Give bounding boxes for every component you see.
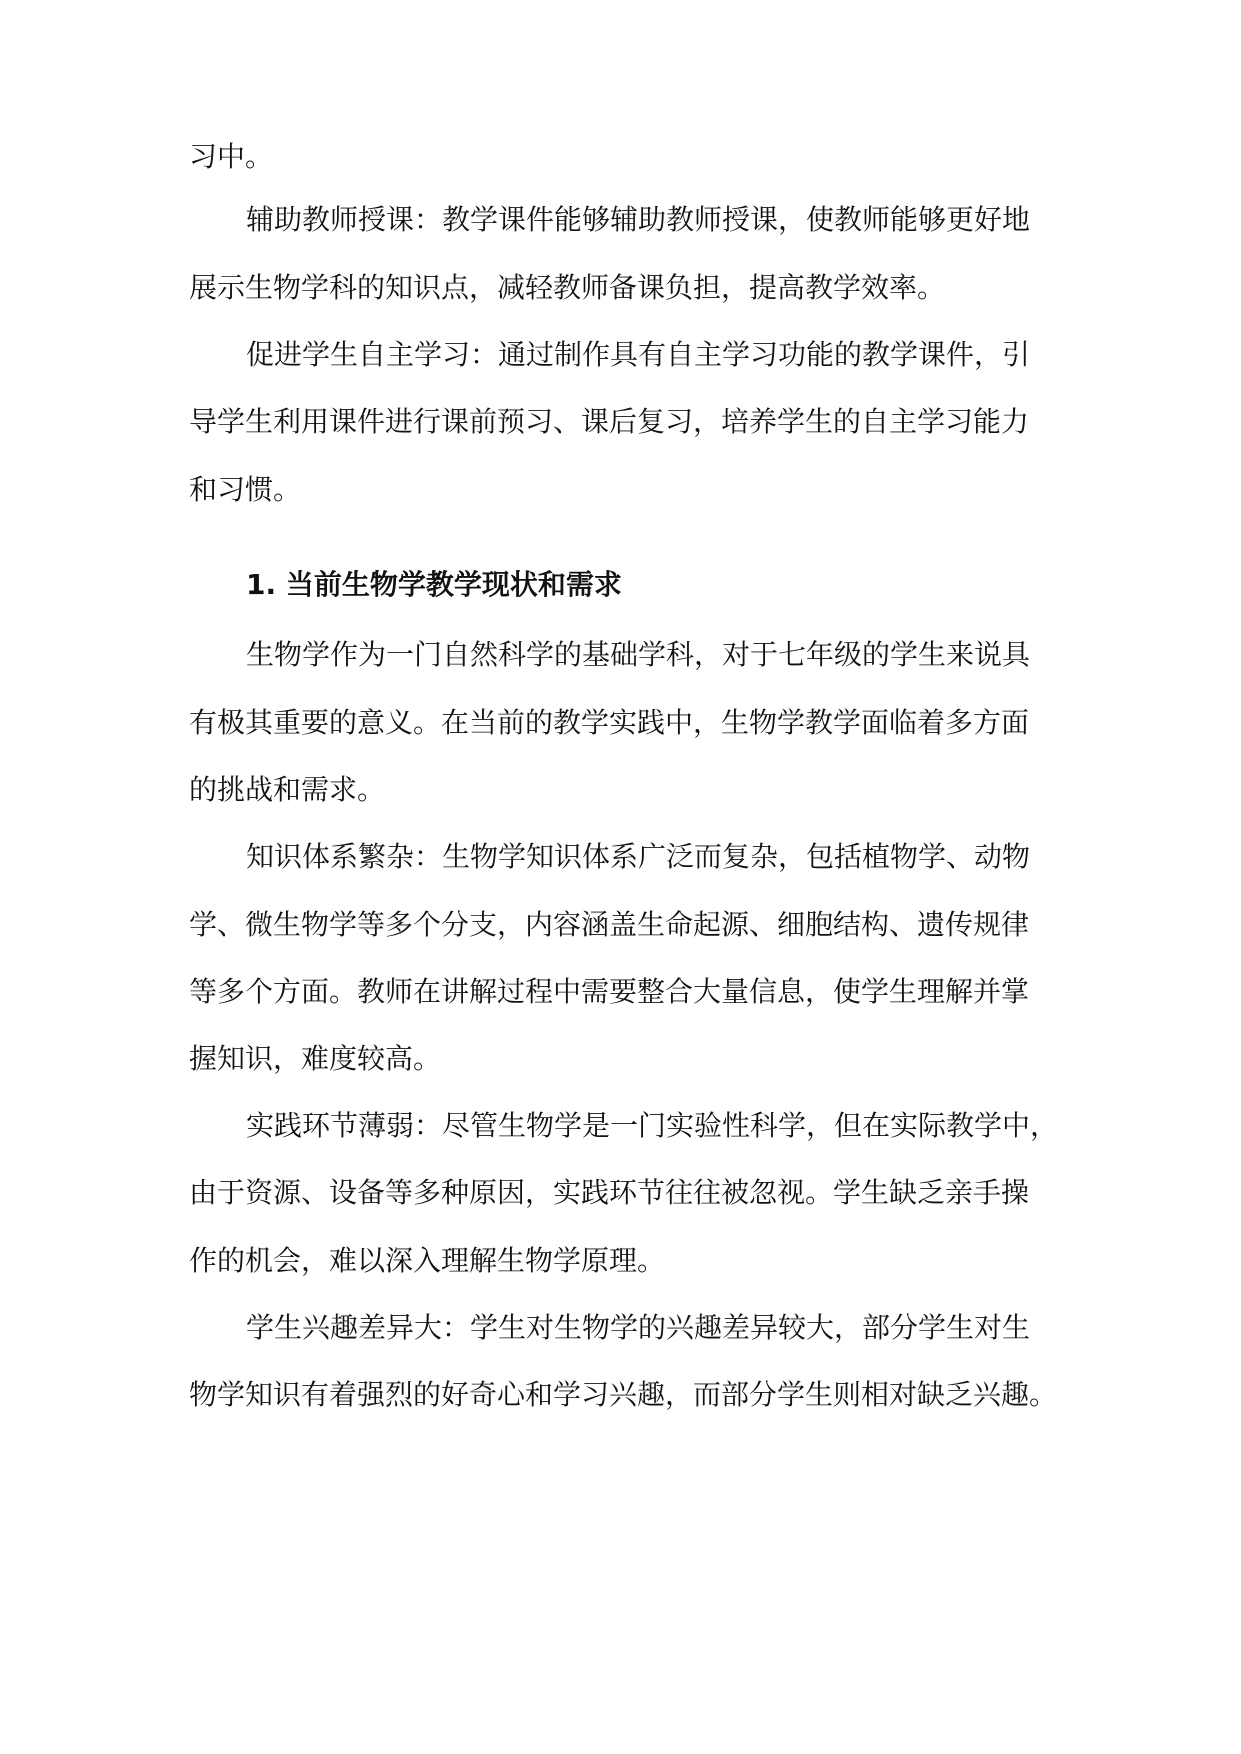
paragraph-line: 展示生物学科的知识点，减轻教师备课负担，提高教学效率。	[189, 271, 946, 304]
section-heading: 1. 当前生物学教学现状和需求	[246, 568, 622, 601]
paragraph-line: 辅助教师授课：教学课件能够辅助教师授课，使教师能够更好地	[246, 203, 1031, 236]
paragraph-line: 有极其重要的意义。在当前的教学实践中，生物学教学面临着多方面	[189, 706, 1030, 739]
paragraph-line: 的挑战和需求。	[189, 773, 386, 806]
paragraph-line: 和习惯。	[189, 473, 302, 506]
paragraph-line: 促进学生自主学习：通过制作具有自主学习功能的教学课件，引	[246, 338, 1031, 371]
paragraph-line: 学生兴趣差异大：学生对生物学的兴趣差异较大，部分学生对生	[246, 1311, 1031, 1344]
paragraph-line: 实践环节薄弱：尽管生物学是一门实验性科学，但在实际教学中，	[246, 1109, 1059, 1142]
paragraph-line: 知识体系繁杂：生物学知识体系广泛而复杂，包括植物学、动物	[246, 840, 1031, 873]
paragraph-line: 由于资源、设备等多种原因，实践环节往往被忽视。学生缺乏亲手操	[189, 1176, 1030, 1209]
paragraph-line: 习中。	[189, 140, 274, 173]
paragraph-line: 握知识，难度较高。	[189, 1042, 442, 1075]
paragraph-line: 导学生利用课件进行课前预习、课后复习，培养学生的自主学习能力	[189, 405, 1030, 438]
paragraph-line: 学、微生物学等多个分支，内容涵盖生命起源、细胞结构、遗传规律	[189, 908, 1030, 941]
paragraph-line: 作的机会，难以深入理解生物学原理。	[189, 1244, 666, 1277]
paragraph-line: 等多个方面。教师在讲解过程中需要整合大量信息，使学生理解并掌	[189, 975, 1030, 1008]
paragraph-line: 物学知识有着强烈的好奇心和学习兴趣，而部分学生则相对缺乏兴趣。	[189, 1378, 1058, 1411]
paragraph-line: 生物学作为一门自然科学的基础学科，对于七年级的学生来说具	[246, 638, 1031, 671]
